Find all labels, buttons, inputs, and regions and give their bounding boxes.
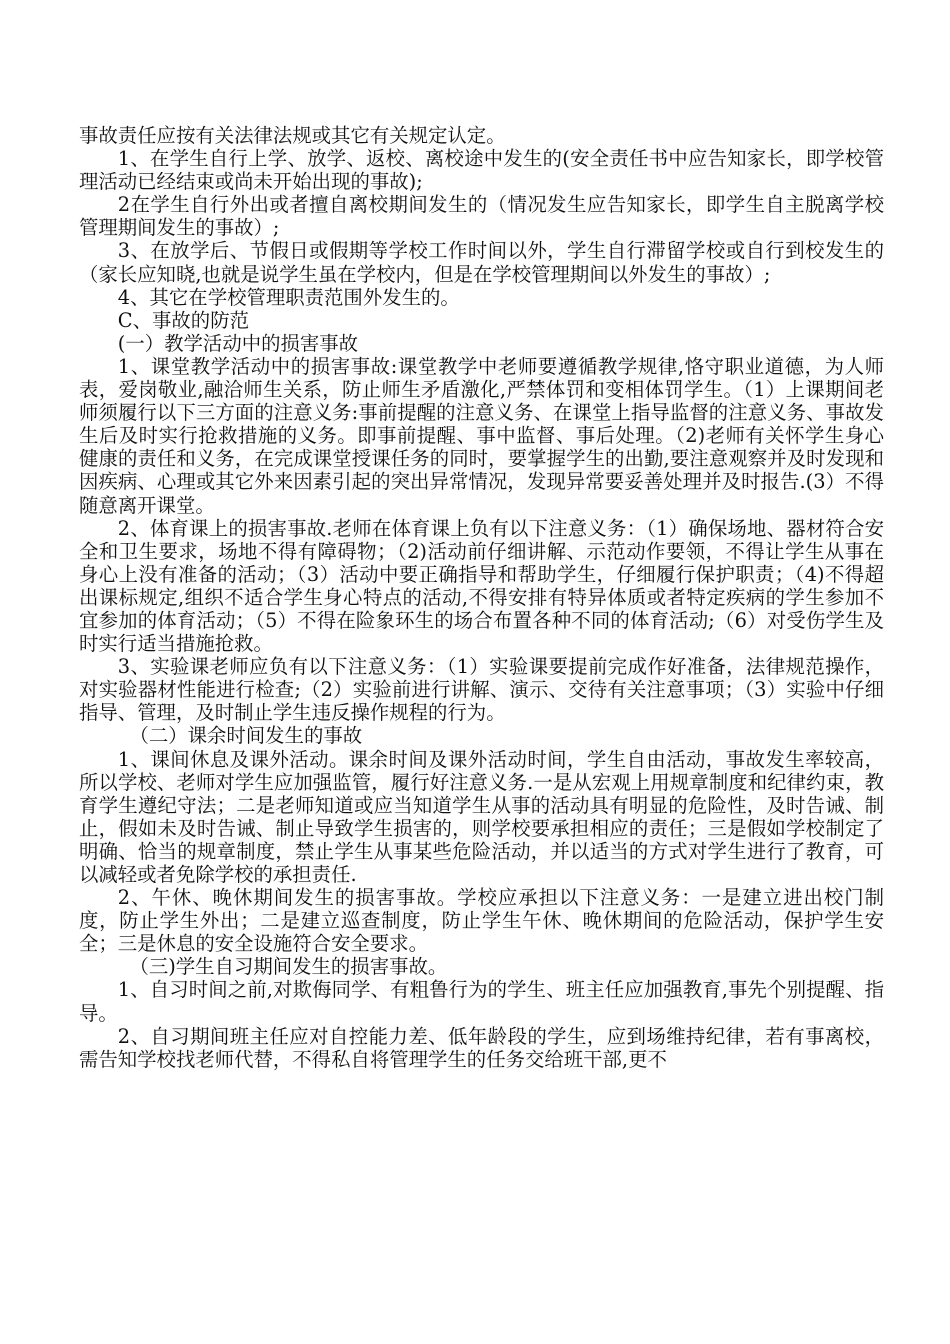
subsection-heading-self-study: （三)学生自习期间发生的损害事故。 bbox=[129, 955, 448, 979]
paragraph-break-activities: 1、课间休息及课外活动。课余时间及课外活动时间，学生自由活动，事故发生率较高，所以学校、老师对学生应加强监管，履行好注意义务.一是从宏观上用规章制度和纪律约束，教育学生遵纪守法；二是老师知道或应当知道学生从事的活动具有明显的危险性，及时告诫、制止，假如未及时告诫、制止导致学生损害的，则学校要承担相应的责任；三是假如学校制定了明确、恰当的规章制度，禁止学生从事某些危险活动，并以适当的方式对学生进行了教育，可以减轻或者免除学校的承担责任. bbox=[79, 747, 884, 886]
paragraph-liability-intro: 事故责任应按有关法律法规或其它有关规定认定。 bbox=[79, 124, 506, 147]
section-heading-prevention: C、事故的防范 bbox=[117, 308, 249, 332]
paragraph-item-4-other: 4、其它在学校管理职责范围外发生的。 bbox=[117, 285, 460, 309]
paragraph-classroom-teaching: 1、课堂教学活动中的损害事故:课堂教学中老师要遵循教学规律,恪守职业道德，为人师表，爱岗敬业,融洽师生关系，防止师生矛盾激化,严禁体罚和变相体罚学生。（1）上课期间老师须履行以下三方面的注意义务:事前提醒的注意义务、在课堂上指导监督的注意义务、事故发生后及时实行抢救措施的义务。即事前提醒、事中监督、事后处理。（2)老师有关怀学生身心健康的责任和义务，在完成课堂授课任务的同时，要掌握学生的出勤,要注意观察并及时发现和因疾病、心理或其它外来因素引起的突出异常情况，发现异常要妥善处理并及时报告.(3）不得随意离开课堂。 bbox=[79, 354, 884, 517]
subsection-heading-after-class: （二）课余时间发生的事故 bbox=[129, 724, 363, 748]
paragraph-noon-evening-rest: 2、午休、晚休期间发生的损害事故。学校应承担以下注意义务：一是建立进出校门制度，防止学生外出；二是建立巡查制度，防止学生午休、晚休期间的危险活动，保护学生安全；三是休息的安全设施符合安全要求。 bbox=[79, 886, 884, 956]
paragraph-during-self-study: 2、自习期间班主任应对自控能力差、低年龄段的学生，应到场维持纪律，若有事离校，需告知学校找老师代替，不得私自将管理学生的任务交给班干部,更不 bbox=[79, 1024, 884, 1071]
paragraph-lab-class: 3、实验课老师应负有以下注意义务：（1）实验课要提前完成作好准备，法律规范操作，对实验器材性能进行检查;（2）实验前进行讲解、演示、交待有关注意事项；（3）实验中仔细指导、管理，及时制止学生违反操作规程的行为。 bbox=[79, 655, 884, 725]
subsection-heading-teaching: (一）教学活动中的损害事故 bbox=[117, 331, 359, 355]
paragraph-item-3-after-hours: 3、在放学后、节假日或假期等学校工作时间以外，学生自行滞留学校或自行到校发生的（家长应知晓,也就是说学生虽在学校内，但是在学校管理期间以外发生的事故）; bbox=[79, 239, 884, 286]
paragraph-before-self-study: 1、自习时间之前,对欺侮同学、有粗鲁行为的学生、班主任应加强教育,事先个别提醒、指导。 bbox=[79, 978, 884, 1025]
paragraph-pe-class: 2、体育课上的损害事故.老师在体育课上负有以下注意义务：（1）确保场地、器材符合安全和卫生要求，场地不得有障碍物；（2)活动前仔细讲解、示范动作要领，不得让学生从事在身心上没有准备的活动；（3）活动中要正确指导和帮助学生，仔细履行保护职责；（4)不得超出课标规定,组织不适合学生身心特点的活动,不得安排有特异体质或者特定疾病的学生参加不宜参加的体育活动；（5）不得在险象环生的场合布置各种不同的体育活动;（6）对受伤学生及时实行适当措施抢救。 bbox=[79, 516, 884, 656]
paragraph-item-1-commute: 1、在学生自行上学、放学、返校、离校途中发生的(安全责任书中应告知家长，即学校管理活动已经结束或尚未开始出现的事故); bbox=[79, 147, 884, 194]
document-body bbox=[79, 124, 884, 1071]
paragraph-item-2-leave-school: 2在学生自行外出或者擅自离校期间发生的（情况发生应告知家长，即学生自主脱离学校管理期间发生的事故）; bbox=[79, 193, 884, 240]
